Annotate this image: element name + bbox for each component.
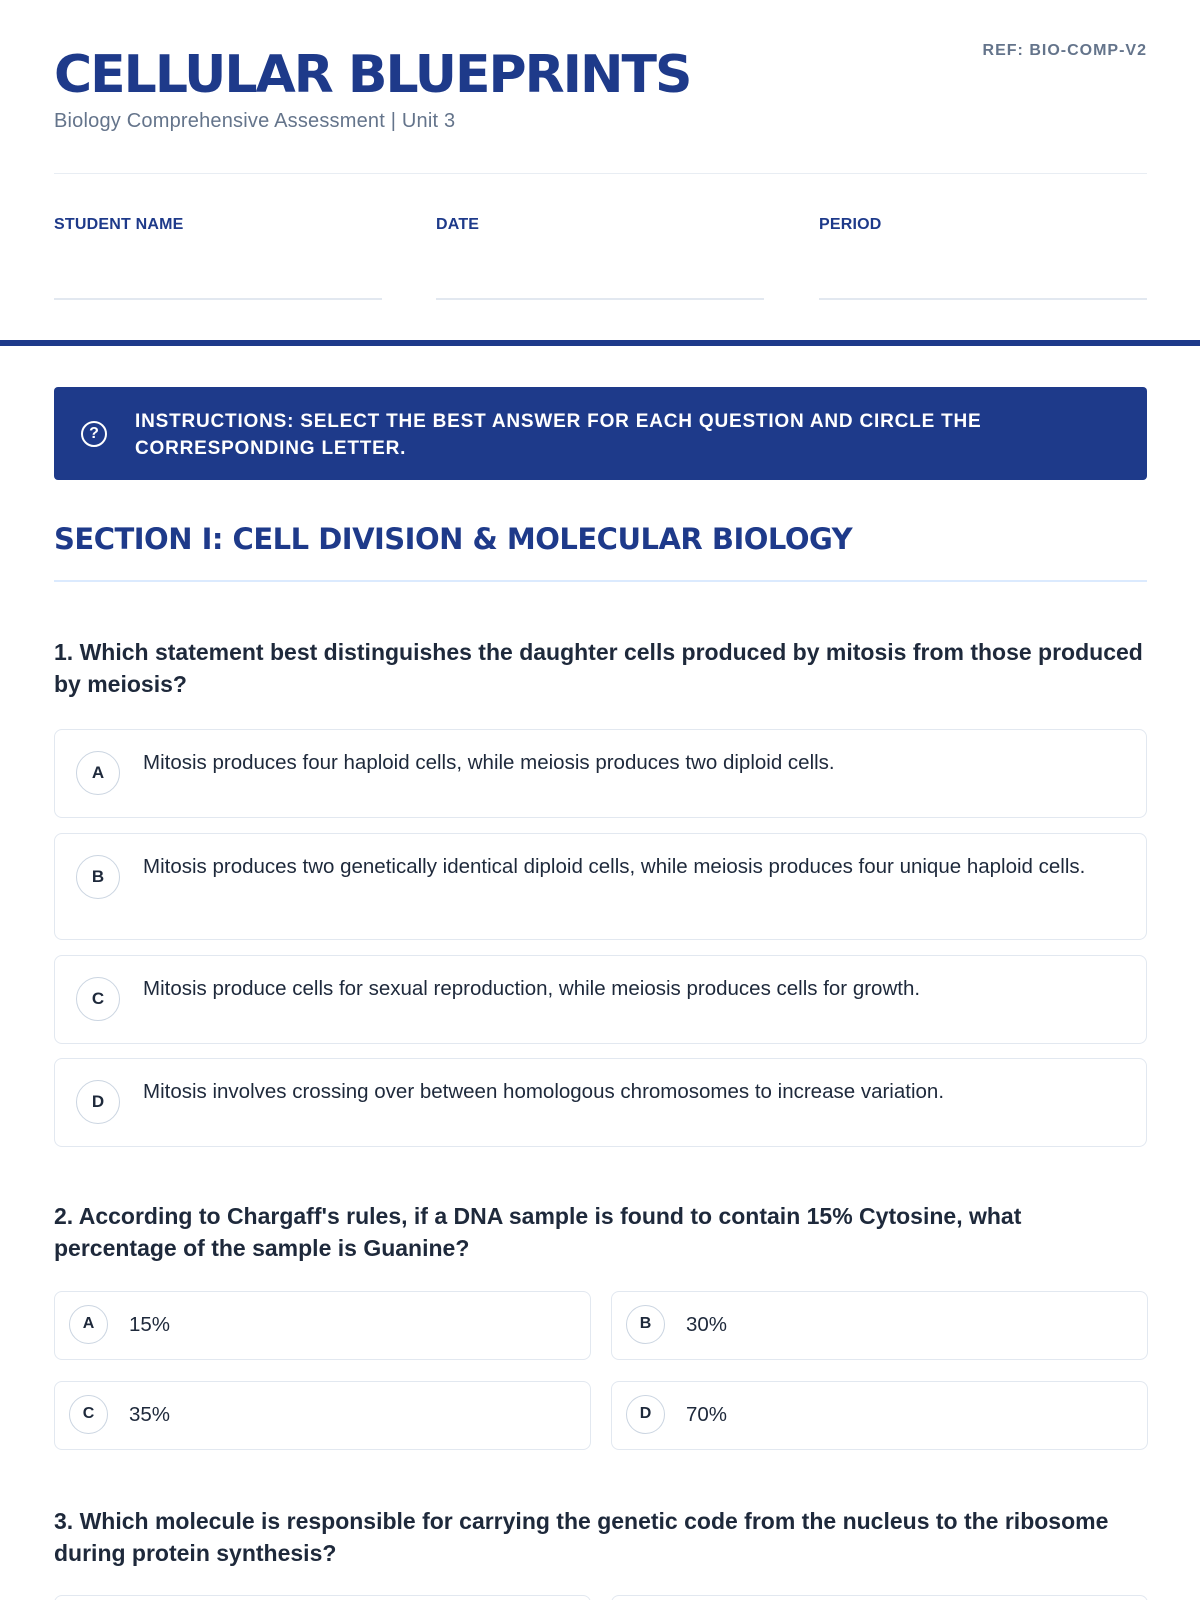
student-name-field[interactable] [54, 216, 382, 300]
q1-option-a-letter[interactable]: A [76, 751, 120, 795]
q2-option-a-letter[interactable]: A [69, 1305, 108, 1344]
question-circle-icon: ? [81, 421, 107, 447]
q1-option-a[interactable] [54, 729, 1147, 818]
q1-option-d-text: Mitosis involves crossing over between homologous chromosomes to increase variation. [143, 1080, 945, 1103]
q1-option-c-text: Mitosis produce cells for sexual reproduction, while meiosis produces cells for growth. [143, 977, 921, 1000]
q2-option-c-text: 35% [129, 1403, 171, 1426]
q1-option-b-letter[interactable]: B [76, 855, 120, 899]
period-label: PERIOD [819, 216, 882, 233]
reference-code: REF: BIO-COMP-V2 [982, 42, 1147, 59]
q2-option-d-letter[interactable]: D [626, 1395, 665, 1434]
q1-option-d[interactable] [54, 1058, 1147, 1147]
q2-option-a-text: 15% [129, 1313, 171, 1336]
q2-option-d[interactable] [611, 1381, 1148, 1450]
question-1: 1. Which statement best distinguishes the daughter cells produced by mitosis from those produced by meiosis? [54, 639, 1143, 697]
q2-option-b[interactable] [611, 1291, 1148, 1360]
student-info-fields [54, 216, 1147, 300]
q3-option-a-partial[interactable] [54, 1595, 591, 1600]
q1-option-d-letter[interactable]: D [76, 1080, 120, 1124]
page-subtitle: Biology Comprehensive Assessment | Unit 3 [54, 110, 456, 132]
question-2: 2. According to Chargaff's rules, if a DNA sample is found to contain 15% Cytosine, what percentage of the sample is Guanine? [54, 1203, 1022, 1261]
q2-option-b-letter[interactable]: B [626, 1305, 665, 1344]
q3-option-b-partial[interactable] [611, 1595, 1148, 1600]
q1-option-c-letter[interactable]: C [76, 977, 120, 1021]
instructions-banner [54, 387, 1147, 480]
q2-option-b-text: 30% [686, 1313, 728, 1336]
page-title: CELLULAR BLUEPRINTS [54, 45, 691, 105]
period-field[interactable] [819, 216, 1147, 300]
q1-option-b-text: Mitosis produces two genetically identical diploid cells, while meiosis produces four unique haploid cells. [143, 855, 1086, 878]
student-name-label: STUDENT NAME [54, 216, 184, 233]
header-divider [0, 340, 1200, 346]
q2-option-c[interactable] [54, 1381, 591, 1450]
q1-option-a-text: Mitosis produces four haploid cells, while meiosis produces two diploid cells. [143, 751, 835, 774]
q2-option-c-letter[interactable]: C [69, 1395, 108, 1434]
header [54, 40, 1147, 174]
q2-option-a[interactable] [54, 1291, 591, 1360]
date-field[interactable] [436, 216, 764, 300]
instructions-text: INSTRUCTIONS: SELECT THE BEST ANSWER FOR EACH QUESTION AND CIRCLE THE CORRESPONDING LETTER. [135, 411, 982, 459]
section-title: SECTION I: CELL DIVISION & MOLECULAR BIOLOGY [54, 522, 1147, 582]
date-label: DATE [436, 216, 480, 233]
q1-option-b[interactable] [54, 833, 1147, 940]
q1-option-c[interactable] [54, 955, 1147, 1044]
question-3: 3. Which molecule is responsible for carrying the genetic code from the nucleus to the ribosome during protein synthesis? [54, 1508, 1109, 1566]
q2-option-d-text: 70% [686, 1403, 728, 1426]
